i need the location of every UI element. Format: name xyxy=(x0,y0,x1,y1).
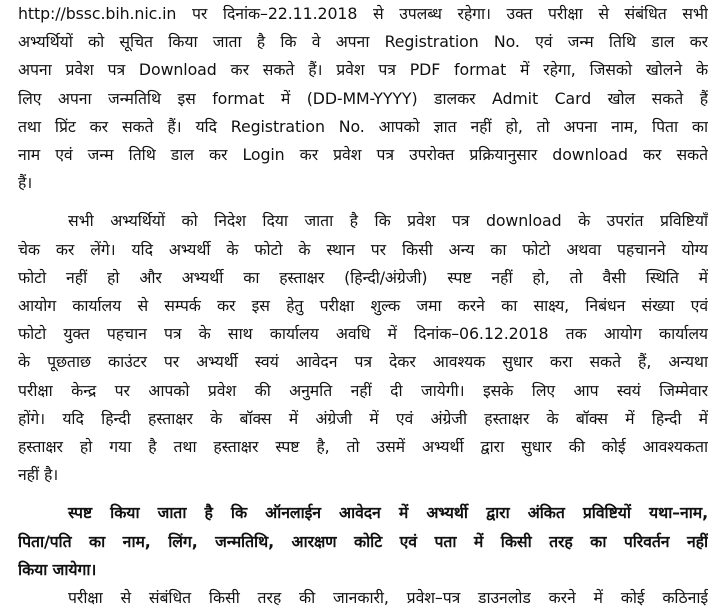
text-line: हस्ताक्षर हो गया है तथा हस्ताक्षर स्पष्ट है, तो उसमें अभ्यर्थी द्वारा सुधार की कोई आवश्यकता xyxy=(18,437,708,457)
text-line: अभ्यर्थियों को सूचित किया जाता है कि वे अपना Registration No. एवं जन्म तिथि डाल कर xyxy=(18,32,708,52)
text-line: आयोग कार्यालय से सम्पर्क कर इस हेतु परीक्षा शुल्क जमा करने का साक्ष्य, निबंधन संख्या एवं xyxy=(18,296,708,316)
paragraph-contact-info xyxy=(18,584,708,612)
text-line: लिए अपना जन्मतिथि इस format में (DD-MM-YYYY) डालकर Admit Card खोल सकते हैं xyxy=(18,88,708,108)
text-line: चेक कर लेंगे। यदि अभ्यर्थी के फोटो के स्थान पर किसी अन्य का फोटो अथवा पहचानने योग्य xyxy=(18,239,708,259)
text-line: परीक्षा से संबंधित किसी तरह की जानकारी, प्रवेश–पत्र डाउनलोड करने में कोई कठिनाई xyxy=(68,588,708,608)
text-line: नहीं है। xyxy=(18,465,59,485)
text-line: http://bssc.bih.nic.in पर दिनांक–22.11.2018 से उपलब्ध रहेगा। उक्त परीक्षा से संबंधित सभी xyxy=(18,4,708,23)
paragraph-correction-instructions xyxy=(18,207,708,489)
text-line: किया जायेगा। xyxy=(18,559,97,579)
text-line: नाम एवं जन्म तिथि डाल कर Login कर प्रवेश पत्र उपरोक्त प्रक्रियानुसार download कर सकते xyxy=(18,145,708,165)
text-line: फोटो युक्त पहचान पत्र के साथ कार्यालय अवधि में दिनांक–06.12.2018 तक आयोग कार्यालय xyxy=(18,324,708,344)
text-line: फोटो नहीं हो और अभ्यर्थी का हस्ताक्षर (हिन्दी/अंग्रेजी) स्पष्ट नहीं हो, तो वैसी स्थिति में xyxy=(18,267,708,287)
text-line: अपना प्रवेश पत्र Download कर सकते हैं। प्रवेश पत्र PDF format में रहेगा, जिसको खोलने के xyxy=(18,60,708,80)
text-line: परीक्षा केन्द्र पर आपको प्रवेश की अनुमति नहीं दी जायेगी। इसके लिए आप स्वयं जिम्मेवार xyxy=(18,380,708,400)
paragraph-no-change-notice xyxy=(18,499,708,584)
text-line: के पूछताछ काउंटर पर अभ्यर्थी स्वयं आवेदन पत्र देकर आवश्यक सुधार करा सकते हैं, अन्यथा xyxy=(18,352,708,372)
document-page xyxy=(18,0,708,612)
text-line: स्पष्ट किया जाता है कि ऑनलाईन आवेदन में अभ्यर्थी द्वारा अंकित प्रविष्टियों यथा–नाम, xyxy=(68,503,708,523)
text-line: हैं। xyxy=(18,173,33,193)
paragraph-admit-card-download xyxy=(18,0,708,197)
text-line: पिता/पति का नाम, लिंग, जन्मतिथि, आरक्षण कोटि एवं पता में किसी तरह का परिवर्तन नहीं xyxy=(18,531,708,551)
text-line: तथा प्रिंट कर सकते हैं। यदि Registration No. आपको ज्ञात नहीं हो, तो अपना नाम, पिता का xyxy=(18,116,708,136)
text-line: होंगे। यदि हिन्दी हस्ताक्षर के बॉक्स में अंग्रेजी में एवं अंग्रेजी हस्ताक्षर के बॉक्स में हिन्दी में xyxy=(18,408,708,428)
text-line: सभी अभ्यर्थियों को निदेश दिया जाता है कि प्रवेश पत्र download के उपरांत प्रविष्टियाँ xyxy=(68,211,708,231)
